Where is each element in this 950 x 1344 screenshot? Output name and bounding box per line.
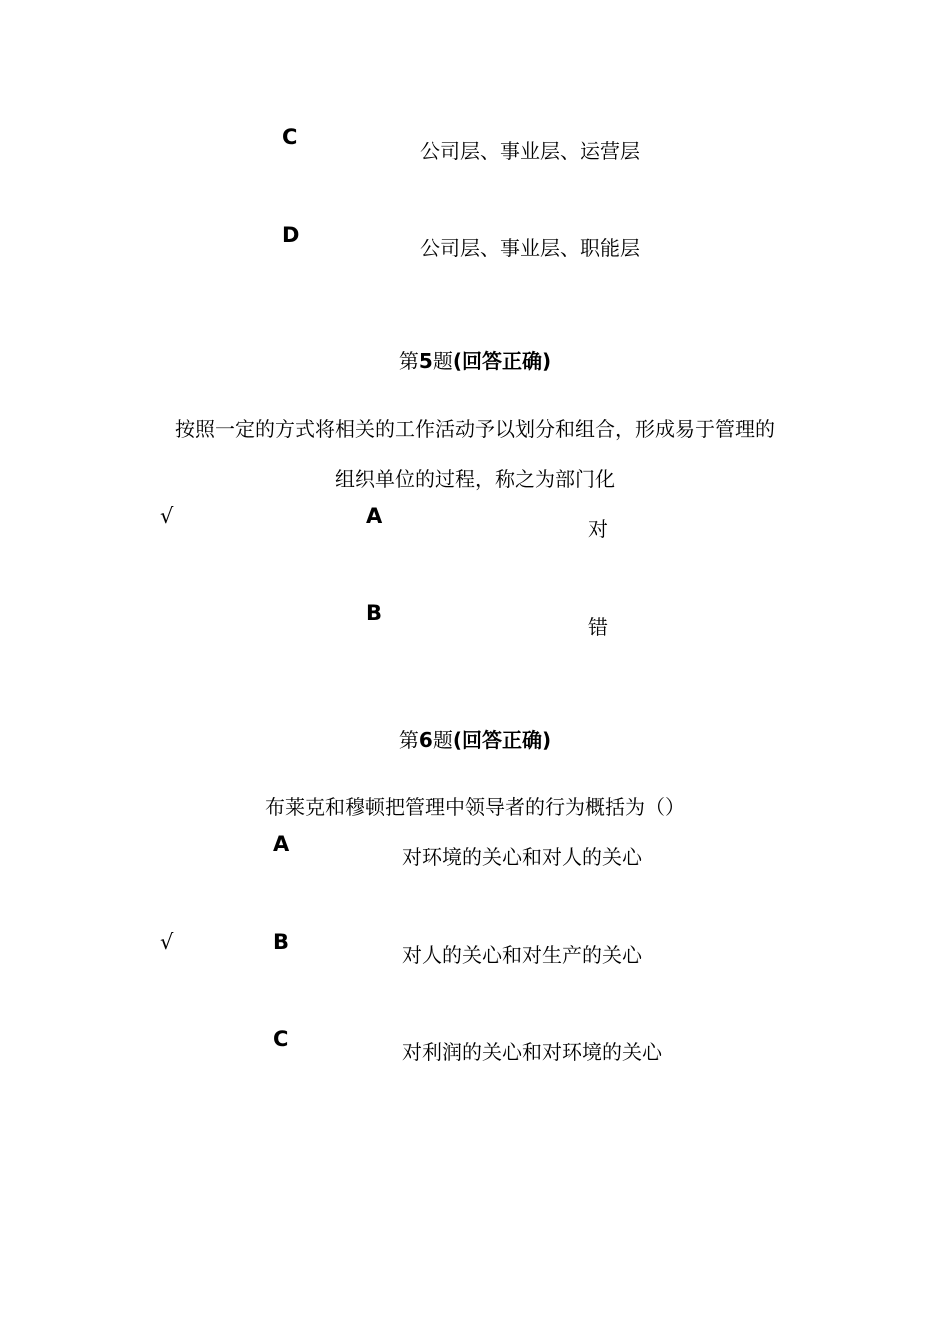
option-letter: B: [273, 930, 290, 954]
option-letter: C: [282, 125, 298, 149]
q5-title-suffix: 题: [432, 349, 453, 373]
q5-status: (回答正确): [452, 349, 552, 373]
option-text: 公司层、事业层、职能层: [420, 236, 640, 260]
option-letter: D: [282, 223, 300, 247]
q5-check-mark: √: [160, 504, 174, 528]
q6-title-prefix: 第: [398, 728, 419, 752]
option-letter: C: [273, 1027, 289, 1051]
option-text: 对环境的关心和对人的关心: [402, 845, 642, 869]
q6-number: 6: [418, 728, 433, 752]
option-text: 错: [588, 615, 608, 639]
option-letter: A: [273, 832, 290, 856]
q5-question-line2: 组织单位的过程，称之为部门化: [335, 467, 615, 491]
option-text: 对利润的关心和对环境的关心: [402, 1040, 662, 1064]
q6-check-mark: √: [160, 930, 174, 954]
q6-title-suffix: 题: [432, 728, 453, 752]
option-letter: A: [366, 504, 383, 528]
q6-status: (回答正确): [452, 728, 552, 752]
option-text: 公司层、事业层、运营层: [420, 139, 640, 163]
option-text: 对人的关心和对生产的关心: [402, 943, 642, 967]
q6-title: [0, 730, 950, 750]
q6-question: 布莱克和穆顿把管理中领导者的行为概括为（）: [265, 795, 685, 819]
q5-question-line1: 按照一定的方式将相关的工作活动予以划分和组合，形成易于管理的: [175, 417, 775, 441]
q5-title-prefix: 第: [398, 349, 419, 373]
option-text: 对: [588, 517, 608, 541]
option-letter: B: [366, 601, 383, 625]
q5-number: 5: [418, 349, 433, 373]
q5-title: [0, 351, 950, 371]
